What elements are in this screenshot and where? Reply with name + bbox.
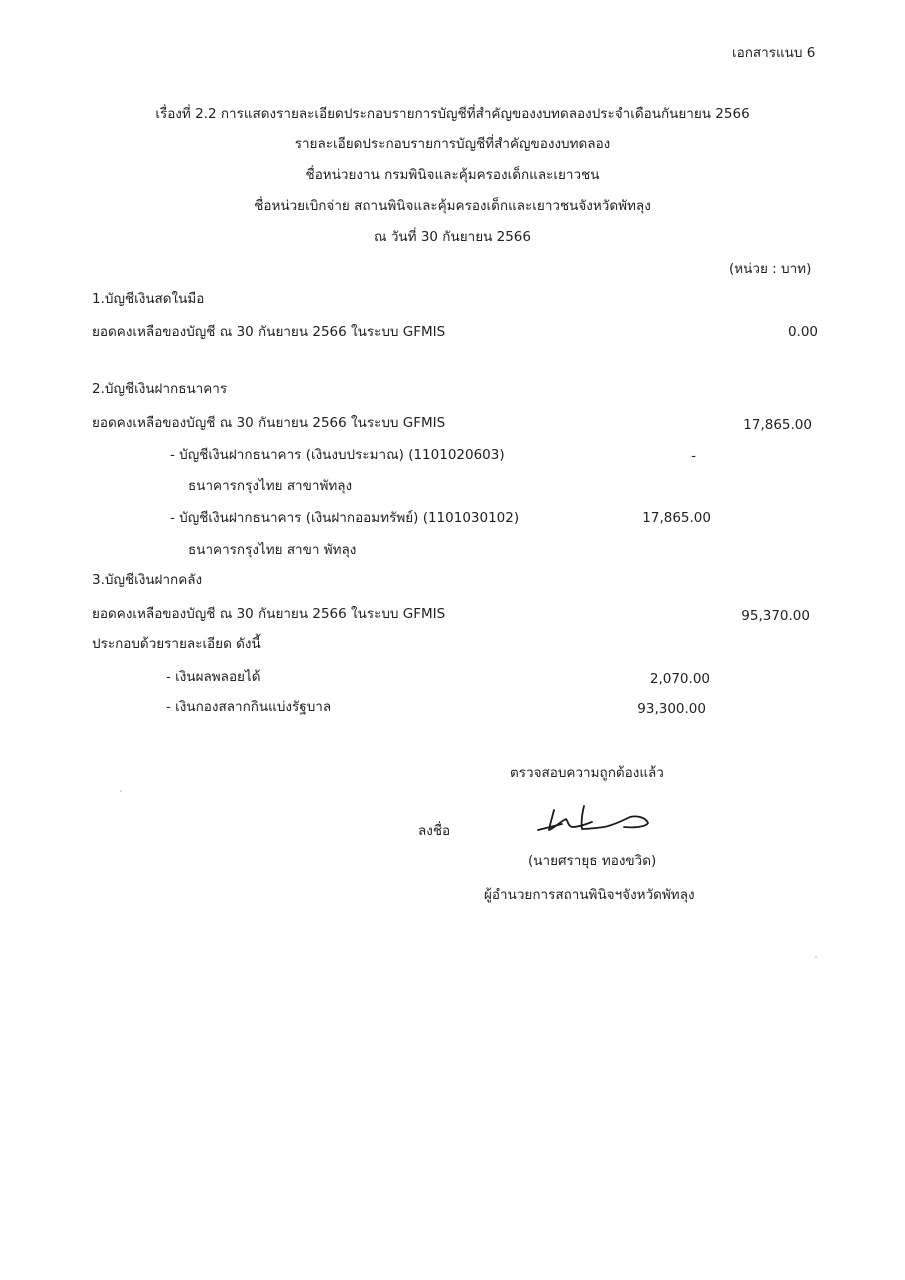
verified-text: ตรวจสอบความถูกต้องแล้ว <box>510 765 664 781</box>
balance-value: 95,370.00 <box>741 608 810 624</box>
bank-branch: ธนาคารกรุงไทย สาขา พัทลุง <box>188 542 357 558</box>
scan-speck <box>815 956 817 958</box>
line-item-label: - เงินผลพลอยได้ <box>166 669 261 685</box>
attachment-label: เอกสารแนบ 6 <box>732 45 816 61</box>
section-heading: 3.บัญชีเงินฝากคลัง <box>92 572 203 588</box>
detail-intro: ประกอบด้วยรายละเอียด ดังนี้ <box>92 636 261 652</box>
unit-label: (หน่วย : บาท) <box>729 261 812 277</box>
line-item-amount: 93,300.00 <box>637 701 706 717</box>
scan-speck <box>120 790 122 792</box>
balance-label: ยอดคงเหลือของบัญชี ณ 30 กันยายน 2566 ในระบบ GFMIS <box>92 324 446 340</box>
document-title: เรื่องที่ 2.2 การแสดงรายละเอียดประกอบรายการบัญชีที่สำคัญของงบทดลองประจำเดือนกันยายน 2566 <box>155 106 750 122</box>
line-item-amount: 17,865.00 <box>642 510 711 526</box>
line-item-label: - เงินกองสลากกินแบ่งรัฐบาล <box>166 699 332 715</box>
balance-value: 0.00 <box>787 324 818 340</box>
agency-name: ชื่อหน่วยงาน กรมพินิจและคุ้มครองเด็กและเยาวชน <box>305 167 600 183</box>
document-subtitle: รายละเอียดประกอบรายการบัญชีที่สำคัญของงบทดลอง <box>294 136 611 152</box>
as-of-date: ณ วันที่ 30 กันยายน 2566 <box>374 229 531 245</box>
sign-label: ลงชื่อ <box>418 823 451 839</box>
section-heading: 2.บัญชีเงินฝากธนาคาร <box>92 381 228 397</box>
disbursing-unit-name: ชื่อหน่วยเบิกจ่าย สถานพินิจและคุ้มครองเด็กและเยาวชนจังหวัดพัทลุง <box>254 198 651 214</box>
bank-branch: ธนาคารกรุงไทย สาขาพัทลุง <box>188 478 353 494</box>
line-item-label: - บัญชีเงินฝากธนาคาร (เงินงบประมาณ) (1101020603) <box>170 447 505 463</box>
handwritten-signature <box>532 800 662 844</box>
signer-position: ผู้อำนวยการสถานพินิจฯจังหวัดพัทลุง <box>484 887 695 903</box>
balance-label: ยอดคงเหลือของบัญชี ณ 30 กันยายน 2566 ในระบบ GFMIS <box>92 606 446 622</box>
line-item-amount: 2,070.00 <box>649 671 710 687</box>
balance-label: ยอดคงเหลือของบัญชี ณ 30 กันยายน 2566 ในระบบ GFMIS <box>92 415 446 431</box>
section-heading: 1.บัญชีเงินสดในมือ <box>92 291 205 307</box>
signer-name: (นายศรายุธ ทองขวิด) <box>528 853 657 869</box>
line-item-label: - บัญชีเงินฝากธนาคาร (เงินฝากออมทรัพย์) (1101030102) <box>170 510 520 526</box>
line-item-amount: - <box>691 448 696 464</box>
balance-value: 17,865.00 <box>743 417 812 433</box>
